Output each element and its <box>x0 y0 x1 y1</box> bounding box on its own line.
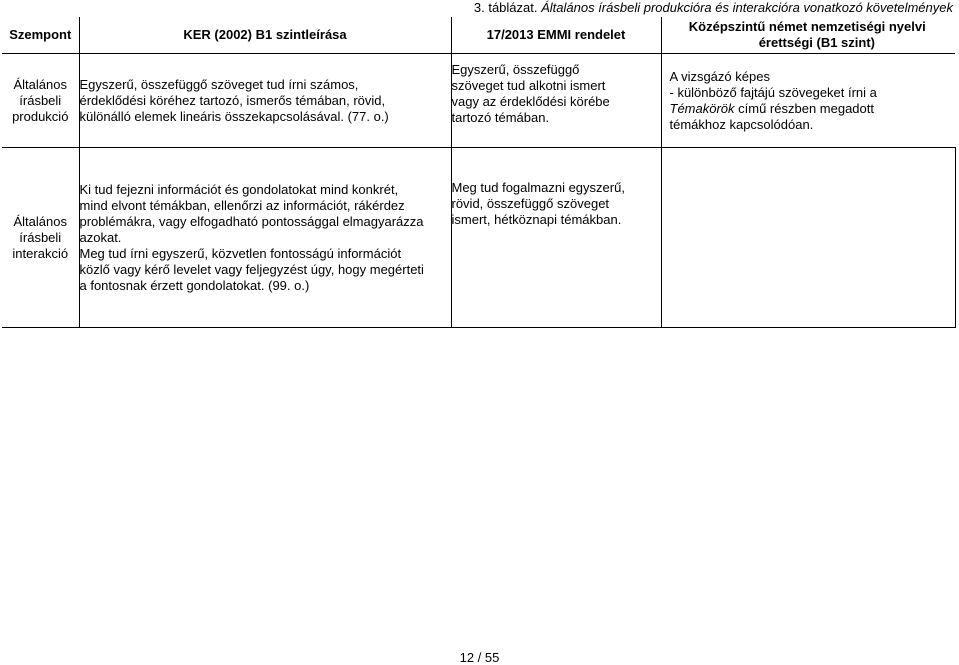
header-emmi: 17/2013 EMMI rendelet <box>451 17 661 54</box>
erettsegi-line <box>670 101 956 117</box>
header-ker: KER (2002) B1 szintleírása <box>79 17 451 54</box>
requirements-table <box>2 17 956 328</box>
temakorok-emphasis: Témakörök <box>669 100 735 116</box>
emmi-description-interakcio <box>451 148 661 328</box>
header-szempont: Szempont <box>2 17 79 54</box>
caption-number: 3. táblázat. <box>473 0 538 15</box>
ker-description-interakcio <box>79 148 451 328</box>
emmi-text: Egyszerű, összefüggő szöveget tud alkotni ismert vagy az érdeklődési körébe tartozó témában. <box>451 62 610 125</box>
ker-description-produkcio <box>79 54 451 148</box>
emmi-description-produkcio <box>451 54 661 148</box>
row-label-interakcio <box>2 148 79 328</box>
erettsegi-description-produkcio <box>661 54 955 148</box>
table-row-produkcio <box>2 54 955 148</box>
table-caption <box>0 0 953 16</box>
erettsegi-line: - különböző fajtájú szövegeket írni a <box>669 84 877 100</box>
emmi-text: Meg tud fogalmazni egyszerű, rövid, összefüggő szöveget ismert, hétköznapi témákban. <box>451 180 625 227</box>
header-erettsegi-line2: érettségi (B1 szint) <box>758 35 875 50</box>
header-row <box>2 17 955 54</box>
caption-title: Általános írásbeli produkcióra és interakcióra vonatkozó követelmények <box>541 0 953 15</box>
erettsegi-line: témákhoz kapcsolódóan. <box>669 116 814 132</box>
header-erettsegi-line1: Középszintű német nemzetiségi nyelvi <box>688 19 926 34</box>
table-row-interakcio <box>2 148 955 328</box>
row-label-line: írásbeli <box>19 229 62 245</box>
ker-text-2: Meg tud írni egyszerű, közvetlen fontosságú információt közlő vagy kérő levelet vagy feljegyzést úgy, hogy megérteti a fontosnak érzett gondolatokat. (99. o.) <box>79 245 424 293</box>
row-label-line: Általános <box>13 76 67 92</box>
header-erettsegi <box>661 17 955 54</box>
row-label-line: produkció <box>12 108 69 124</box>
erettsegi-line: A vizsgázó képes <box>669 68 770 84</box>
erettsegi-text: című részben megadott <box>734 100 874 116</box>
ker-text: Egyszerű, összefüggő szöveget tud írni számos, érdeklődési köréhez tartozó, ismerős témában, rövid, különálló elemek lineáris összekapcsolásával. (77. o.) <box>79 76 389 124</box>
row-label-line: interakció <box>12 245 69 261</box>
row-label-produkcio <box>2 54 79 148</box>
page-number: 12 / 55 <box>459 650 500 665</box>
row-label-line: Általános <box>13 213 67 229</box>
row-label-line: írásbeli <box>19 92 62 108</box>
ker-text: Ki tud fejezni információt és gondolatokat mind konkrét, mind elvont témákban, ellenőrzi az információt, rákérdez problémákra, vagy elfogadható pontossággal elmagyarázza azokat. <box>79 181 424 245</box>
erettsegi-description-interakcio <box>661 148 955 328</box>
